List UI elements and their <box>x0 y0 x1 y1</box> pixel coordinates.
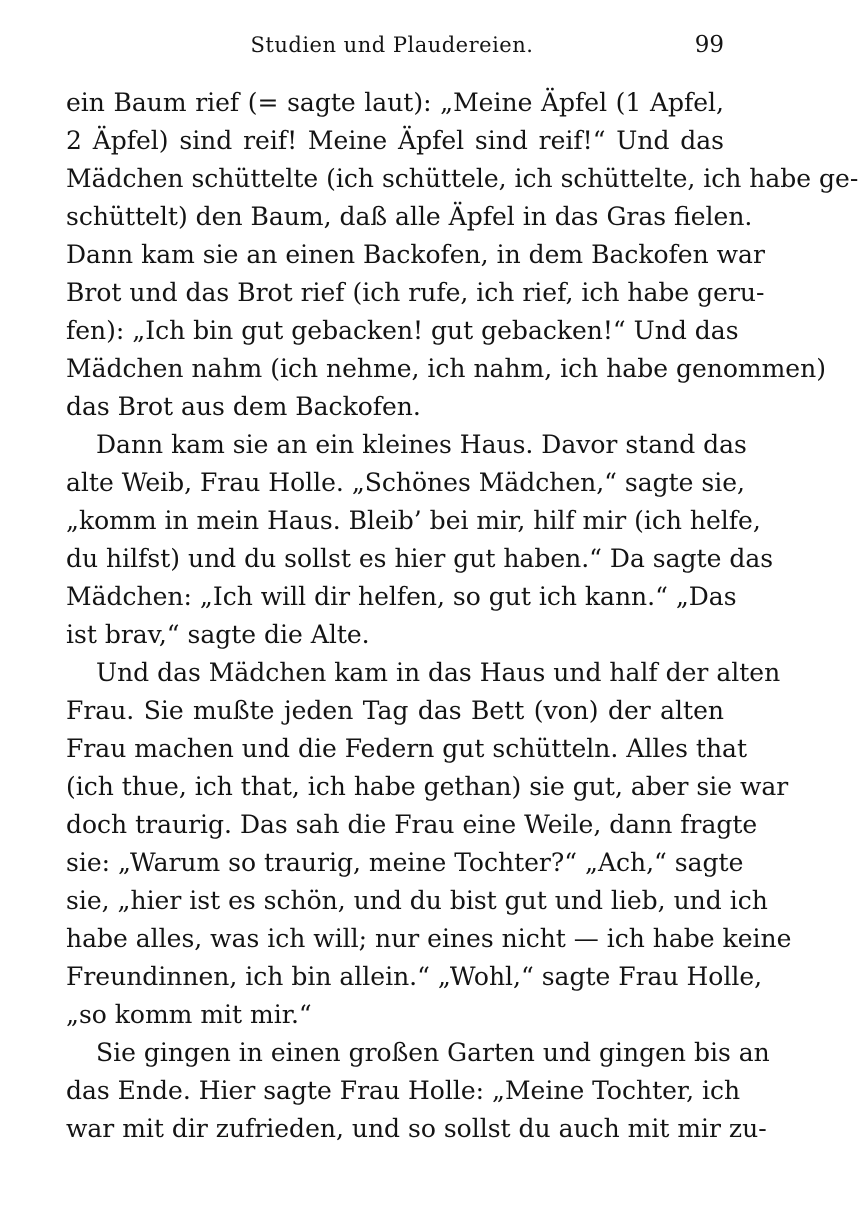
text-line: fen): „Ich bin gut gebacken! gut gebacken!“ Und das <box>66 316 739 345</box>
text-line: Dann kam sie an ein kleines Haus. Davor stand das <box>96 430 747 459</box>
text-line: war mit dir zufrieden, und so sollst du auch mit mir zu- <box>66 1114 767 1143</box>
text-line: habe alles, was ich will; nur eines nicht — ich habe keine <box>66 924 792 953</box>
text-line: Mädchen schüttelte (ich schüttele, ich schüttelte, ich habe ge- <box>66 164 858 193</box>
text-line: sie, „hier ist es schön, und du bist gut und lieb, und ich <box>66 886 768 915</box>
text-line: (ich thue, ich that, ich habe gethan) sie gut, aber sie war <box>66 772 789 801</box>
text-line: „so komm mit mir.“ <box>66 1000 312 1029</box>
text-line: das Brot aus dem Backofen. <box>66 392 421 421</box>
running-title: Studien und Plaudereien. <box>250 33 534 57</box>
text-line: ein Baum rief (= sagte laut): „Meine Äpfel (1 Apfel, <box>66 88 724 117</box>
paragraph <box>66 426 774 654</box>
text-line: du hilfst) und du sollst es hier gut haben.“ Da sagte das <box>66 544 774 573</box>
text-line: Freundinnen, ich bin allein.“ „Wohl,“ sagte Frau Holle, <box>66 962 763 991</box>
text-line: das Ende. Hier sagte Frau Holle: „Meine Tochter, ich <box>66 1076 741 1105</box>
text-line: doch traurig. Das sah die Frau eine Weile, dann fragte <box>66 810 758 839</box>
text-line: Und das Mädchen kam in das Haus und half der alten <box>96 658 781 687</box>
running-head <box>60 28 724 62</box>
text-line: Mädchen nahm (ich nehme, ich nahm, ich habe genommen) <box>66 354 826 383</box>
paragraph <box>66 1034 770 1148</box>
text-line: Brot und das Brot rief (ich rufe, ich rief, ich habe geru- <box>66 278 765 307</box>
text-line: Mädchen: „Ich will dir helfen, so gut ich kann.“ „Das <box>66 582 737 611</box>
text-line: sie: „Warum so traurig, meine Tochter?“ „Ach,“ sagte <box>66 848 744 877</box>
text-line: Dann kam sie an einen Backofen, in dem Backofen war <box>66 240 765 269</box>
paragraph <box>66 84 858 426</box>
body-text <box>66 84 858 1148</box>
text-line: Sie gingen in einen großen Garten und gingen bis an <box>96 1038 770 1067</box>
text-line: ist brav,“ sagte die Alte. <box>66 620 370 649</box>
page-number: 99 <box>694 32 724 58</box>
text-line: „komm in mein Haus. Bleib’ bei mir, hilf mir (ich helfe, <box>66 506 761 535</box>
text-line: 2 Äpfel) sind reif! Meine Äpfel sind reif!“ Und das <box>66 126 724 155</box>
text-line: alte Weib, Frau Holle. „Schönes Mädchen,“ sagte sie, <box>66 468 745 497</box>
text-line: schüttelt) den Baum, daß alle Äpfel in das Gras fielen. <box>66 202 753 231</box>
paragraph <box>66 654 792 1034</box>
text-line: Frau. Sie mußte jeden Tag das Bett (von) der alten <box>66 696 724 725</box>
text-line: Frau machen und die Federn gut schütteln. Alles that <box>66 734 747 763</box>
